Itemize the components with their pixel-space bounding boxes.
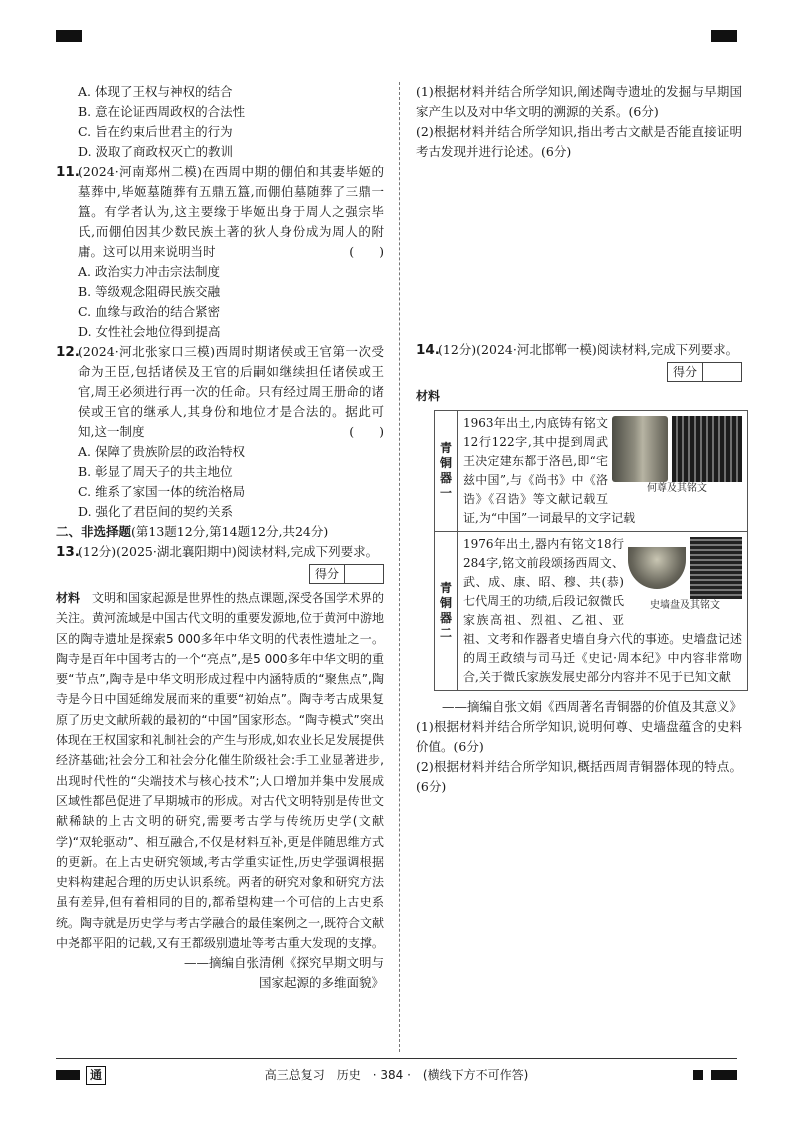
footer-rule: [56, 1058, 737, 1059]
corner-mark-left: [56, 30, 82, 42]
q10-options: [56, 82, 384, 162]
q10-option-b: B. 意在论证西周政权的合法性: [78, 104, 246, 119]
q14-score-label: 得分: [667, 362, 703, 382]
q12-stem: (2024·河北张家口三模)西周时期诸侯或王官第一次受命为王臣,包括诸侯及王官的后嗣如继续担任诸侯或王官,周王必须进行再一次的任命。只有经过周王册命的诸侯或王官的继承人,其身份和地位才是合法的。据此可知,这一制度: [78, 344, 384, 439]
q13-material: [56, 588, 384, 953]
section-title: 二、非选择题: [56, 524, 132, 539]
bronze-table: [434, 410, 748, 691]
q12-option-b: B. 彰显了周天子的共主地位: [78, 464, 233, 479]
bronze-row-1: [435, 411, 747, 532]
q10-option-a: A. 体现了王权与神权的结合: [78, 84, 233, 99]
question-11: [56, 162, 384, 262]
q13-stem: (12分)(2025·湖北襄阳期中)阅读材料,完成下列要求。: [78, 544, 379, 559]
column-divider: [399, 82, 400, 1052]
q14-material-tag: 材料: [416, 389, 441, 403]
q13-score-label: 得分: [309, 564, 345, 584]
bronze-row-1-text: 1963年出土,内底铸有铭文12行122字,其中提到周武王决定建东都于洛邑,即“宅兹中国”,与《尚书》中《洛诰》《召诰》等文献记载互证,为“中国”一词最早的文字记载: [463, 416, 636, 525]
q12-answer-paren: ( ): [349, 424, 384, 439]
q11-answer-paren: ( ): [349, 244, 384, 259]
q14-score-box: [416, 362, 742, 382]
q11-option-a: A. 政治实力冲击宗法制度: [78, 264, 220, 279]
q13-material-text: 文明和国家起源是世界性的热点课题,深受各国学术界的关注。黄河流域是中国古代文明的重要发源地,位于黄河中游地区的陶寺遗址是探索5 000多年中华文明的代表性遗址之一。陶寺是百年中国考古的一个“亮点”,是5 000多年中华文明的重要“节点”,陶寺是中华文明形成过程中内涵特质的“聚焦点”,陶寺是今日中国延绵发展而来的重要“初始点”。陶寺考古成果复原了历史文献所载的最初的“中国”国家形态。“陶寺模式”突出体现在王权国家和礼制社会的产生与形成,如农业长足发展提供经济基础;社会分工和社会分化催生阶级社会:手工业显著进步,出现时代性的“尖端技术与核心技术”;人口增加并集中发展成区域性都邑促进了早期城市的形成。对古代文明特别是传世文献稀缺的上古文明的研究,需要考古学与传统历史学(文献学)“双轮驱动”、相互融合,不仅是材料互补,更是伴随思维方式的更新。在上古史研究领域,考古学重实证性,历史学强调根据史料构建起合理的历史认识系统。两者的研究对象和研究方法虽有差异,但有着相同的目的,都希望构建一个可信的上古史系统。陶寺就是历史学与考古学融合的最佳案例之一,既符合文献中尧都平阳的记载,又有王都级别遗址等考古重大发现的支撑。: [56, 591, 384, 951]
q11-number: 11.: [56, 164, 80, 180]
shiqiangpan-caption: 史墙盘及其铭文: [650, 600, 720, 611]
q13-subquestion-1: (1)根据材料并结合所学知识,阐述陶寺遗址的发掘与早期国家产生以及对中华文明的溯源的关系。(6分): [416, 84, 742, 119]
footer-tong-badge: 通: [86, 1066, 106, 1085]
q14-source: ——摘编自张文娟《西周著名青铜器的价值及其意义》: [441, 699, 742, 714]
q14-stem: (12分)(2024·河北邯郸一模)阅读材料,完成下列要求。: [438, 342, 739, 357]
corner-mark-right: [711, 30, 737, 42]
q13-score-field[interactable]: [345, 564, 384, 584]
q13-subquestion-2: (2)根据材料并结合所学知识,指出考古文献是否能直接证明考古发现并进行论述。(6分): [416, 124, 742, 159]
bronze-row-2-body: [458, 532, 747, 690]
q11-option-d: D. 女性社会地位得到提高: [78, 324, 221, 339]
hezun-vessel-image: [612, 416, 668, 482]
q14-subquestion-2: (2)根据材料并结合所学知识,概括西周青铜器体现的特点。(6分): [416, 759, 742, 794]
bronze-row-1-head: 青铜器一: [435, 411, 458, 531]
q13-material-tag: 材料: [56, 591, 81, 605]
question-13: [56, 542, 384, 562]
q12-option-a: A. 保障了贵族阶层的政治特权: [78, 444, 245, 459]
q14-number: 14.: [416, 342, 440, 358]
bronze-row-2-head: 青铜器二: [435, 532, 458, 690]
shiqiangpan-vessel-image: [628, 547, 686, 589]
q11-stem: (2024·河南郑州二模)在西周中期的倗伯和其妻毕姬的墓葬中,毕姬墓随葬有五鼎五簋,而倗伯墓随葬了三鼎一簋。有学者认为,这主要缘于毕姬出身于周人之强宗毕氏,而倗伯因其少数民族土著的狄人身份成为周人的附庸。这可以用来说明当时: [78, 164, 384, 259]
bronze-row-2-text: 1976年出土,器内有铭文18行284字,铭文前段颂扬西周文、武、成、康、昭、穆、共(恭)七代周王的功绩,后段记叙微氏家族高祖、烈祖、乙祖、亚祖、文考和作器者史墙自身六代的事迹。史墙盘记述的周王政绩与司马迁《史记·周本纪》中内容非常吻合,关于微氏家族发展史部分内容并不见于已知文献: [463, 537, 742, 684]
q13-score-box: [56, 564, 384, 584]
right-column: [416, 82, 742, 797]
shiqiangpan-figure: [628, 537, 742, 613]
q12-option-d: D. 强化了君臣间的契约关系: [78, 504, 234, 519]
bronze-row-1-body: [458, 411, 747, 531]
q14-subquestion-1: (1)根据材料并结合所学知识,说明何尊、史墙盘蕴含的史料价值。(6分): [416, 719, 742, 754]
q12-option-c: C. 维系了家国一体的统治格局: [78, 484, 246, 499]
footer-mark-right-small: [693, 1070, 703, 1080]
footer-mark-right: [711, 1070, 737, 1080]
left-column: [56, 82, 384, 993]
bronze-row-2: [435, 532, 747, 690]
q14-score-field[interactable]: [703, 362, 742, 382]
hezun-caption: 何尊及其铭文: [647, 483, 707, 494]
page-footer: [56, 1066, 737, 1086]
question-12: [56, 342, 384, 442]
hezun-inscription-image: [672, 416, 742, 482]
q13-number: 13.: [56, 544, 80, 560]
footer-page-info: 高三总复习 历史 · 384 · (横线下方不可作答): [264, 1068, 529, 1082]
q11-option-b: B. 等级观念阻碍民族交融: [78, 284, 221, 299]
q13-source-line-2: 国家起源的多维面貌》: [258, 975, 384, 991]
q10-option-c: C. 旨在约束后世君主的行为: [78, 124, 233, 139]
shiqiangpan-inscription-image: [690, 537, 742, 599]
q12-number: 12.: [56, 344, 80, 360]
section-heading: [56, 522, 384, 542]
q13-answer-space[interactable]: [416, 162, 742, 340]
question-14: [416, 340, 742, 360]
q13-source-line-1: ——摘编自张清俐《探究早期文明与: [183, 955, 384, 971]
hezun-figure: [612, 416, 742, 496]
section-note: (第13题12分,第14题12分,共24分): [131, 524, 329, 539]
q11-option-c: C. 血缘与政治的结合紧密: [78, 304, 221, 319]
q10-option-d: D. 汲取了商政权灭亡的教训: [78, 144, 234, 159]
